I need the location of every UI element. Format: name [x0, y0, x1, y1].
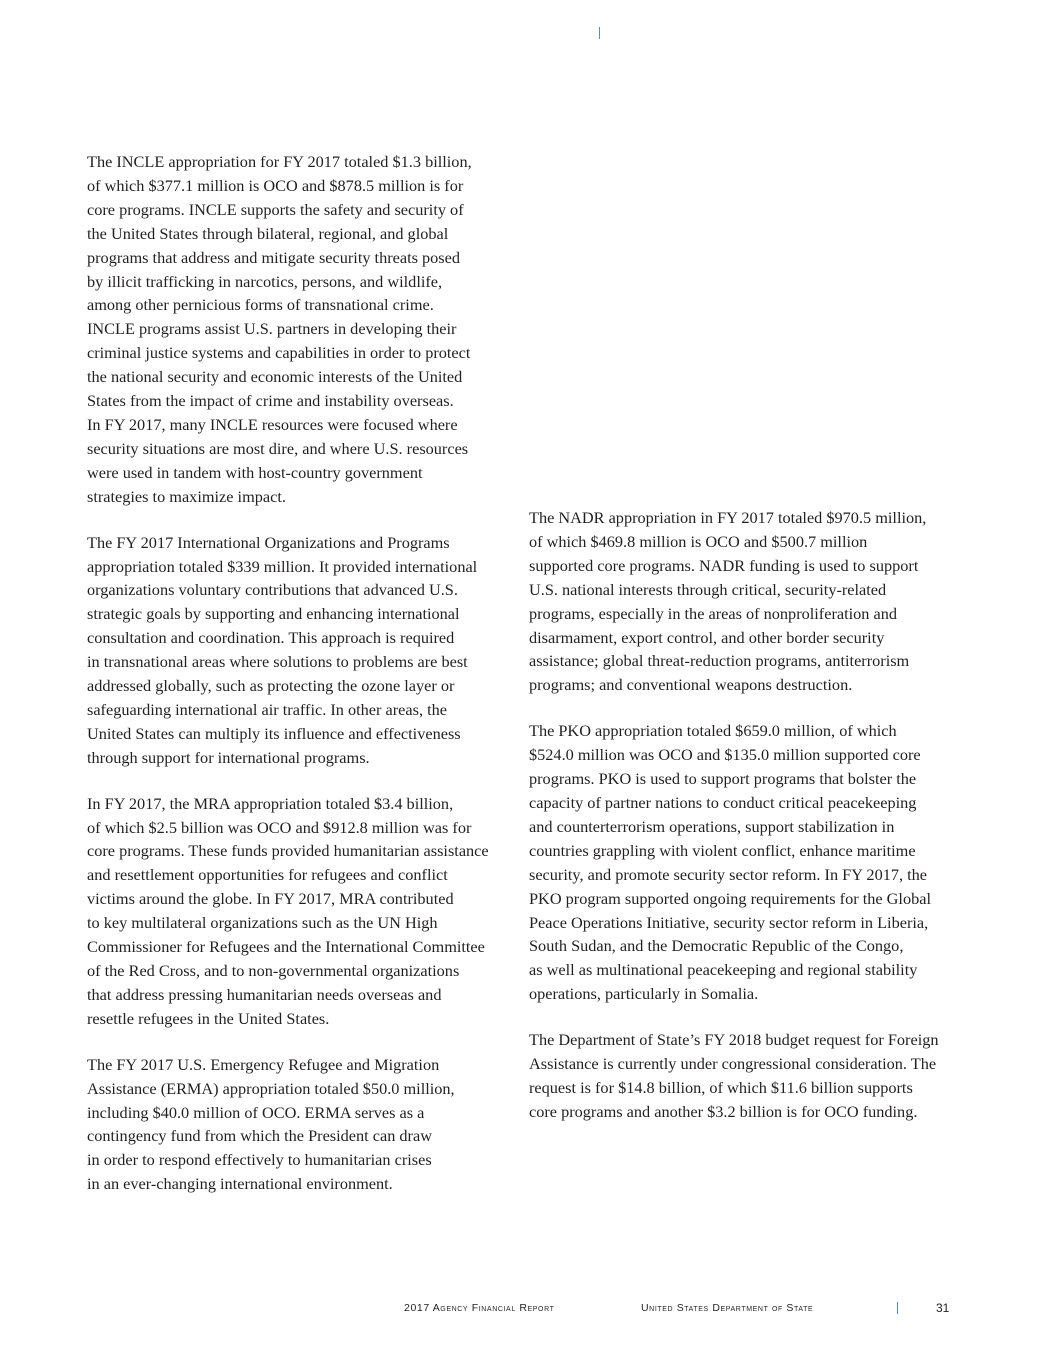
footer-divider [897, 1302, 898, 1314]
header-divider [599, 27, 600, 39]
paragraph-nadr: The NADR appropriation in FY 2017 totaled $970.5 million, of which $469.8 million is OCO and $500.7 million supported core programs. NADR funding is used to support U.S. national interests through critical, security-related programs, especially in the areas of nonproliferation and disarmament, export control, and other border security assistance; global threat-reduction programs, antiterrorism programs; and conventional weapons destruction. [529, 508, 927, 695]
footer-report-title: 2017 Agency Financial Report [404, 1302, 555, 1314]
right-column [529, 506, 969, 1146]
paragraph-mra: In FY 2017, the MRA appropriation totaled $3.4 billion, of which $2.5 billion was OCO and $912.8 million was for core programs. These funds provided humanitarian assistance and resettlement opportunities for refugees and conflict victims around the globe. In FY 2017, MRA contributed to key multilateral organizations such as the UN High Commissioner for Refugees and the International Committee of the Red Cross, and to non-governmental organizations that address pressing humanitarian needs overseas and resettle refugees in the United States. [87, 793, 489, 1028]
paragraph-erma: The FY 2017 U.S. Emergency Refugee and Migration Assistance (ERMA) appropriation totaled $50.0 million, including $40.0 million of OCO. ERMA serves as a contingency fund from which the President can draw in order to respond effectively to humanitarian crises in an ever-changing international environment. [87, 1054, 455, 1194]
paragraph-incle: The INCLE appropriation for FY 2017 totaled $1.3 billion, of which $377.1 million is OCO and $878.5 million is for core programs. INCLE supports the safety and security of the United States through bilateral, regional, and global programs that address and mitigate security threats posed by illicit trafficking in narcotics, persons, and wildlife, among other pernicious forms of transnational crime. INCLE programs assist U.S. partners in developing their criminal justice systems and capabilities in order to protect the national security and economic interests of the United States from the impact of crime and instability overseas. In FY 2017, many INCLE resources were focused where security situations are most dire, and where U.S. resources were used in tandem with host-country government strategies to maximize impact. [87, 152, 472, 506]
paragraph-pko: The PKO appropriation totaled $659.0 million, of which $524.0 million was OCO and $135.0 million supported core programs. PKO is used to support programs that bolster the capacity of partner nations to conduct critical peacekeeping and counterterrorism operations, support stabilization in countries grappling with violent conflict, enhance maritime security, and promote security sector reform. In FY 2017, the PKO program supported ongoing requirements for the Global Peace Operations Initiative, security sector reform in Liberia, South Sudan, and the Democratic Republic of the Congo, as well as multinational peacekeeping and regional stability operations, particularly in Somalia. [529, 721, 931, 1004]
paragraph-io-programs: The FY 2017 International Organizations and Programs appropriation totaled $339 million. It provided international organizations voluntary contributions that advanced U.S. strategic goals by supporting and enhancing international consultation and coordination. This approach is required in transnational areas where solutions to problems are best addressed globally, such as protecting the ozone layer or safeguarding international air traffic. In other areas, the United States can multiply its influence and effectiveness through support for international programs. [87, 532, 478, 767]
paragraph-fy2018-request: The Department of State’s FY 2018 budget request for Foreign Assistance is currently under congressional consideration. The request is for $14.8 billion, of which $11.6 billion supports core programs and another $3.2 billion is for OCO funding. [529, 1030, 939, 1121]
page-footer [0, 1300, 1043, 1320]
left-column [87, 150, 527, 1218]
page-number: 31 [936, 1301, 950, 1315]
footer-department: United States Department of State [641, 1302, 814, 1314]
